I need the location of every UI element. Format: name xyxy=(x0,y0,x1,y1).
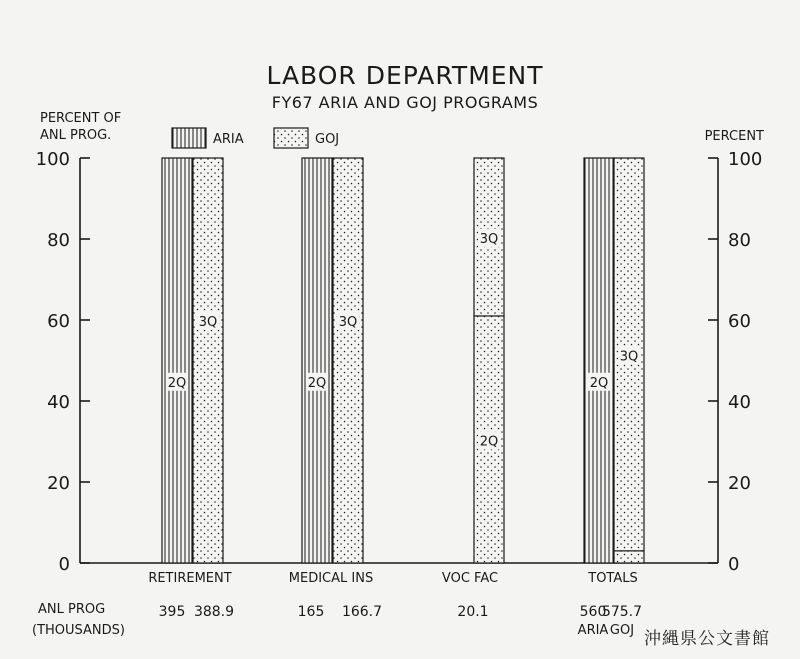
segment-label-aria-1-0: 2Q xyxy=(307,375,327,391)
segment-label-goj-1-0: 3Q xyxy=(338,315,358,330)
bar-aria-retirement-seg0 xyxy=(162,158,192,563)
tick-label-right-100: 100 xyxy=(728,149,763,170)
bars xyxy=(162,158,644,563)
tick-label-left-20: 20 xyxy=(47,473,70,494)
category-label-medical-ins: MEDICAL INS xyxy=(288,571,374,586)
legend xyxy=(172,128,339,148)
category-labels xyxy=(148,571,637,586)
tick-label-right-80: 80 xyxy=(728,230,751,251)
tick-label-left-40: 40 xyxy=(47,392,70,413)
legend-aria-swatch xyxy=(172,128,206,148)
segment-label-goj-0-0: 3Q xyxy=(198,315,218,330)
bar-aria-totals-seg0 xyxy=(584,158,614,563)
footer-value-1-1: 166.7 xyxy=(341,604,383,620)
legend-aria-label: ARIA xyxy=(213,132,244,147)
footer-value-3-0: 560 xyxy=(579,604,607,620)
footer-value-0-0: 395 xyxy=(158,604,186,620)
archive-stamp: 沖縄県公文書館 xyxy=(644,629,770,649)
chart-subtitle: FY67 ARIA AND GOJ PROGRAMS xyxy=(271,93,539,112)
segment-label-goj-2-1: 3Q xyxy=(479,231,499,247)
tick-label-right-60: 60 xyxy=(728,311,751,332)
legend-goj-swatch xyxy=(274,128,308,148)
category-label-voc-fac: VOC FAC xyxy=(441,571,499,586)
footer-totals-sub-goj: GOJ xyxy=(609,623,635,638)
tick-label-left-0: 0 xyxy=(58,554,70,575)
tick-label-right-40: 40 xyxy=(728,392,751,413)
category-label-totals: TOTALS xyxy=(588,571,638,586)
tick-label-right-0: 0 xyxy=(728,554,740,575)
footer-value-2-0: 20.1 xyxy=(457,604,489,620)
footer-values xyxy=(159,604,642,638)
bar-goj-medical-ins-seg0 xyxy=(333,158,363,563)
chart-title: LABOR DEPARTMENT xyxy=(266,61,544,90)
axis-ticks xyxy=(36,149,763,575)
footer-row1-label: ANL PROG xyxy=(38,602,106,617)
footer-row2-label: (THOUSANDS) xyxy=(32,623,125,638)
legend-goj-label: GOJ xyxy=(315,132,340,147)
category-label-retirement: RETIREMENT xyxy=(148,571,232,586)
footer-value-1-0: 165 xyxy=(297,604,325,620)
y-axis-label-right: PERCENT xyxy=(704,129,764,144)
footer-value-3-1: 575.7 xyxy=(601,604,643,620)
footer-value-0-1: 388.9 xyxy=(193,604,235,620)
footer-totals-sub-aria: ARIA xyxy=(577,623,609,638)
tick-label-right-20: 20 xyxy=(728,473,751,494)
segment-label-goj-2-0: 2Q xyxy=(479,434,499,450)
segment-label-goj-3-1: 3Q xyxy=(619,349,639,365)
tick-label-left-60: 60 xyxy=(47,311,70,332)
y-axis-label-left-line1: PERCENT OF xyxy=(40,111,122,126)
segment-label-aria-3-0: 2Q xyxy=(589,375,609,391)
tick-label-left-80: 80 xyxy=(47,230,70,251)
tick-label-left-100: 100 xyxy=(35,149,70,170)
bar-goj-retirement-seg0 xyxy=(193,158,223,563)
y-axis-label-left-line2: ANL PROG. xyxy=(40,128,112,143)
segment-label-aria-0-0: 2Q xyxy=(167,375,187,391)
bar-goj-totals-seg0 xyxy=(614,551,644,563)
bar-aria-medical-ins-seg0 xyxy=(302,158,332,563)
